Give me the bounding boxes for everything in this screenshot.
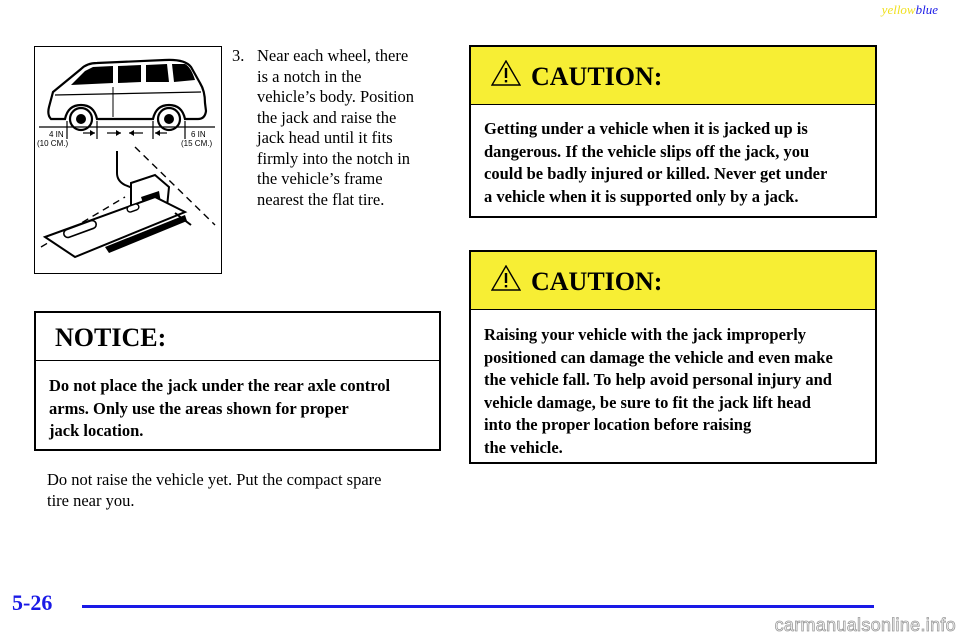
caution-header xyxy=(471,252,875,310)
measurement-arrows xyxy=(90,130,160,136)
measurement-marks xyxy=(39,121,215,139)
caution-line: could be badly injured or killed. Never get under xyxy=(484,164,828,184)
van-window-middle xyxy=(118,65,141,83)
notice-line: Do not place the jack under the rear axle control xyxy=(49,376,391,395)
paragraph-line: tire near you. xyxy=(47,490,135,510)
caution-line: positioned can damage the vehicle and even make xyxy=(484,347,833,367)
caution-box-jacked-vehicle xyxy=(469,45,877,218)
van-front-hub xyxy=(76,114,86,124)
notice-box xyxy=(34,311,441,451)
caution-header xyxy=(471,47,875,105)
label-15cm: (15 CM.) xyxy=(181,139,213,148)
step-line: Near each wheel, there xyxy=(257,46,409,65)
step-number: 3. xyxy=(232,46,245,65)
caution-line: into the proper location before raising xyxy=(484,415,752,435)
notice-line: arms. Only use the areas shown for proper xyxy=(49,398,349,418)
caution-title: CAUTION: xyxy=(531,62,663,91)
page-number: 5-26 xyxy=(12,590,53,615)
footer-rule xyxy=(82,605,874,608)
caution-line: the vehicle fall. To help avoid personal injury and xyxy=(484,370,832,390)
notice-title: NOTICE: xyxy=(55,323,167,352)
step-line: vehicle’s body. Position xyxy=(257,87,415,106)
step-3-text xyxy=(257,46,447,210)
header-tag-blue: blue xyxy=(915,2,938,17)
caution-title: CAUTION: xyxy=(531,267,663,296)
paragraph-line: Do not raise the vehicle yet. Put the compact spare xyxy=(47,470,382,489)
notice-line: jack location. xyxy=(49,421,144,441)
label-10cm: (10 CM.) xyxy=(37,139,69,148)
caution-line: a vehicle when it is supported only by a jack. xyxy=(484,186,799,206)
step-line: is a notch in the xyxy=(257,66,362,86)
caution-body xyxy=(484,324,876,460)
step-line: firmly into the notch in xyxy=(257,148,411,168)
caution-line: vehicle damage, be sure to fit the jack lift head xyxy=(484,392,811,412)
caution-body xyxy=(484,118,874,208)
van-window-rear-1 xyxy=(146,64,169,82)
site-watermark: carmanualsonline.info xyxy=(774,615,956,635)
header-tag-yellow: yellow xyxy=(881,2,916,17)
step-line: jack head until it fits xyxy=(257,128,393,147)
caution-line: Getting under a vehicle when it is jacked up is xyxy=(484,119,808,138)
notice-header xyxy=(36,313,439,361)
caution-line: dangerous. If the vehicle slips off the jack, you xyxy=(484,141,810,161)
caution-line: the vehicle. xyxy=(484,437,563,457)
van-rear-hub xyxy=(164,114,174,124)
caution-line: Raising your vehicle with the jack improperly xyxy=(484,325,807,344)
step-3-instructions xyxy=(232,46,447,210)
step-line: nearest the flat tire. xyxy=(257,189,385,209)
jack-position-illustration xyxy=(34,46,222,274)
label-6in: 6 IN xyxy=(191,130,206,139)
notice-body xyxy=(49,375,439,443)
warning-triangle-icon xyxy=(491,60,521,86)
caution-box-jack-position xyxy=(469,250,877,464)
label-4in: 4 IN xyxy=(49,130,64,139)
body-paragraph xyxy=(47,470,437,511)
warning-triangle-icon xyxy=(491,265,521,291)
step-line: the vehicle’s frame xyxy=(257,169,383,188)
header-color-tag xyxy=(882,2,938,18)
van-jack-diagram xyxy=(35,47,220,272)
step-line: the jack and raise the xyxy=(257,107,397,127)
